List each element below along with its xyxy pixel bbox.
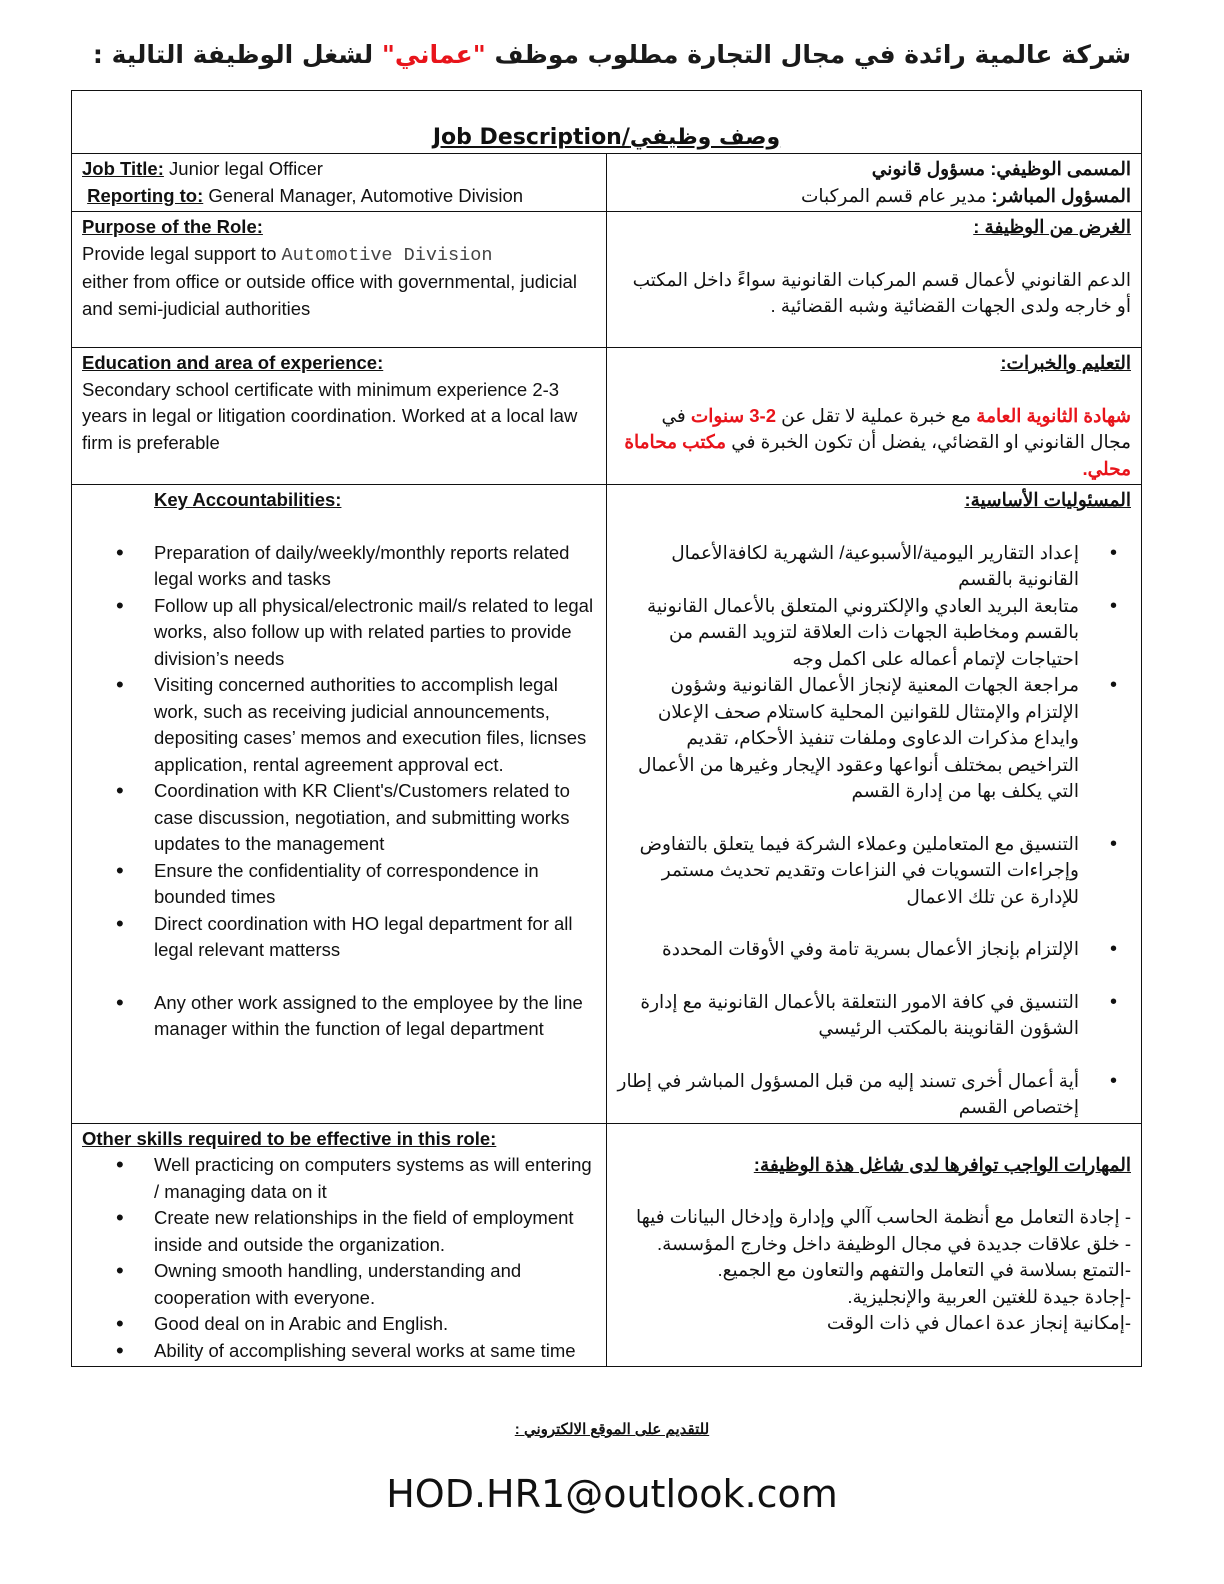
page-headline	[0, 40, 1224, 69]
list-item: • Ability of accomplishing several works at same time	[82, 1338, 596, 1365]
ar-accountabilities-label: المسئوليات الأساسية:	[964, 489, 1131, 510]
headline-text-before: شركة عالمية رائدة في مجال التجارة مطلوب موظف	[485, 40, 1132, 69]
headline-highlight: "عماني"	[381, 40, 486, 69]
ar-education-certificate: شهادة الثانوية العامة	[976, 404, 1131, 426]
job-description-table	[71, 90, 1142, 1367]
ar-education-label: التعليم والخبرات:	[1000, 352, 1131, 373]
list-item: • Ensure the confidentiality of correspondence in bounded times	[82, 858, 596, 911]
list-item: • Good deal on in Arabic and English.	[82, 1311, 596, 1338]
accountabilities-en	[72, 485, 607, 1124]
list-item: • Well practicing on computers systems as will entering / managing data on it	[82, 1152, 596, 1205]
reporting-label: Reporting to:	[87, 184, 204, 206]
accountabilities-row	[72, 485, 1142, 1124]
table-title: Job Description/وصف وظيفي	[432, 124, 781, 150]
ar-reporting-value: مدير عام قسم المركبات	[800, 184, 992, 206]
list-item: • Any other work assigned to the employee by the line manager within the function of legal department	[82, 990, 596, 1043]
purpose-text-before: Provide legal support to	[82, 242, 282, 264]
reporting-value: General Manager, Automotive Division	[203, 184, 524, 206]
purpose-text-division: Automotive Division	[281, 244, 493, 266]
list-item: • التنسيق مع المتعاملين وعملاء الشركة فيما يتعلق بالتفاوض وإجراءات التسويات في النزاعات وتقديم تحديث مستمر للإدارة عن تلك الاعمال	[617, 831, 1131, 911]
skills-en	[72, 1123, 607, 1367]
list-item: • إعداد التقارير اليومية/الأسبوعية/ الشهرية لكافةالأعمال القانونية بالقسم	[617, 540, 1131, 593]
list-item: • Create new relationships in the field of employment inside and outside the organization.	[82, 1205, 596, 1258]
skills-ar	[607, 1123, 1142, 1367]
list-item: • التنسيق في كافة الامور النتعلقة بالأعمال القانونية مع إدارة الشؤون القانوينة بالمكتب الرئيسي	[617, 989, 1131, 1042]
ar-education-text	[617, 403, 1131, 483]
education-ar	[607, 348, 1142, 485]
headline-text-after: لشغل الوظيفة التالية :	[92, 40, 382, 69]
ar-skills-item: -التمتع بسلاسة في التعامل والتفهم والتعاون مع الجميع.	[717, 1259, 1131, 1280]
accountabilities-ar	[607, 485, 1142, 1124]
list-item: • الإلتزام بإنجاز الأعمال بسرية تامة وفي الأوقات المحددة	[617, 936, 1131, 963]
ar-skills-item: - إجادة التعامل مع أنظمة الحاسب آالي وإدارة وإدخال البيانات فيها	[635, 1206, 1131, 1227]
apply-label: للتقديم على الموقع الالكتروني :	[514, 1421, 710, 1438]
list-item: • Visiting concerned authorities to accomplish legal work, such as receiving judicial announcements, depositing cases’ memos and execution files, licnses application, rental agreement approval ect.	[82, 672, 596, 778]
purpose-text-after: either from office or outside office with governmental, judicial and semi-judicial authorities	[82, 271, 577, 319]
education-row	[72, 348, 1142, 485]
job-info-ar	[607, 154, 1142, 212]
ar-skills-label: المهارات الواجب توافرها لدى شاغل هذة الوظيفة:	[753, 1153, 1131, 1175]
list-item: • Owning smooth handling, understanding and cooperation with everyone.	[82, 1258, 596, 1311]
education-en	[72, 348, 607, 485]
purpose-ar	[607, 212, 1142, 348]
ar-education-text2: في مجال القانوني او القضائي، يفضل أن تكون الخبرة في	[661, 404, 1131, 452]
ar-job-title-label: المسمى الوظيفي:	[990, 158, 1131, 179]
ar-skills-item: -إجادة جيدة للغتين العربية والإنجليزية.	[847, 1285, 1131, 1307]
accountabilities-label: Key Accountabilities:	[154, 489, 342, 510]
list-item: • Coordination with KR Client's/Customers related to case discussion, negotiation, and submitting works updates to the management	[82, 778, 596, 858]
job-title-value: Junior legal Officer	[163, 158, 323, 179]
skills-list	[82, 1152, 596, 1364]
list-item: • Preparation of daily/weekly/monthly reports related legal works and tasks	[82, 540, 596, 593]
ar-education-text1: مع خبرة عملية لا تقل عن	[775, 404, 977, 426]
apply-email[interactable]: HOD.HR1@outlook.com	[386, 1472, 838, 1516]
purpose-label: Purpose of the Role:	[82, 216, 263, 237]
ar-purpose-text: الدعم القانوني لأعمال قسم المركبات القانونية سواءً داخل المكتب أو خارجه ولدى الجهات القضائية وشبه القضائية .	[632, 268, 1131, 316]
list-item: • أية أعمال أخرى تسند إليه من قبل المسؤول المباشر في إطار إختصاص القسم	[617, 1068, 1131, 1121]
ar-accountabilities-list	[617, 540, 1131, 1121]
education-text: Secondary school certificate with minimum experience 2-3 years in legal or litigation coordination. Worked at a local law firm is preferable	[82, 378, 578, 453]
job-info-en	[72, 154, 607, 212]
ar-job-title-value: مسؤول قانوني	[871, 158, 991, 179]
education-label: Education and area of experience:	[82, 352, 384, 373]
accountabilities-list	[82, 540, 596, 1043]
ar-purpose-label: الغرض من الوظيفة :	[973, 216, 1131, 237]
list-item: • متابعة البريد العادي والإلكتروني المتعلق بالأعمال القانونية بالقسم ومخاطبة الجهات ذات العلاقة لتزويد القسم من احتياجات لإتمام أعماله على اكمل وجه	[617, 593, 1131, 673]
ar-skills-item: -إمكانية إنجاز عدة اعمال في ذات الوقت	[826, 1312, 1131, 1333]
skills-label: Other skills required to be effective in this role:	[82, 1127, 497, 1149]
ar-education-years: 2-3 سنوات	[690, 404, 776, 426]
list-item: • Direct coordination with HO legal department for all legal relevant matterss	[82, 911, 596, 964]
ar-skills-item: - خلق علاقات جديدة في مجال الوظيفة داخل وخارج المؤسسة.	[657, 1232, 1131, 1254]
ar-reporting-label: المسؤول المباشر:	[991, 184, 1131, 206]
list-item: • مراجعة الجهات المعنية لإنجاز الأعمال القانونية وشؤون الإلتزام والإمتثال للقوانين المحلية كاستلام صحف الإعلان وايداع مذكرات الدعاوى وملفات تنفيذ الأحكام، تقديم التراخيص بمختلف أنواعها وعقود الإيجار وغيرها من الأعمال التي يكلف بها من إدارة القسم	[617, 672, 1131, 805]
job-title-label: Job Title:	[82, 158, 164, 179]
ar-education-lawfirm: مكتب محاماة محلي.	[624, 431, 1131, 479]
list-item: • Follow up all physical/electronic mail/s related to legal works, also follow up with related parties to provide division’s needs	[82, 593, 596, 673]
skills-row	[72, 1123, 1142, 1367]
purpose-en	[72, 212, 607, 348]
table-title-cell	[72, 91, 1142, 154]
purpose-row	[72, 212, 1142, 348]
job-info-row	[72, 154, 1142, 212]
